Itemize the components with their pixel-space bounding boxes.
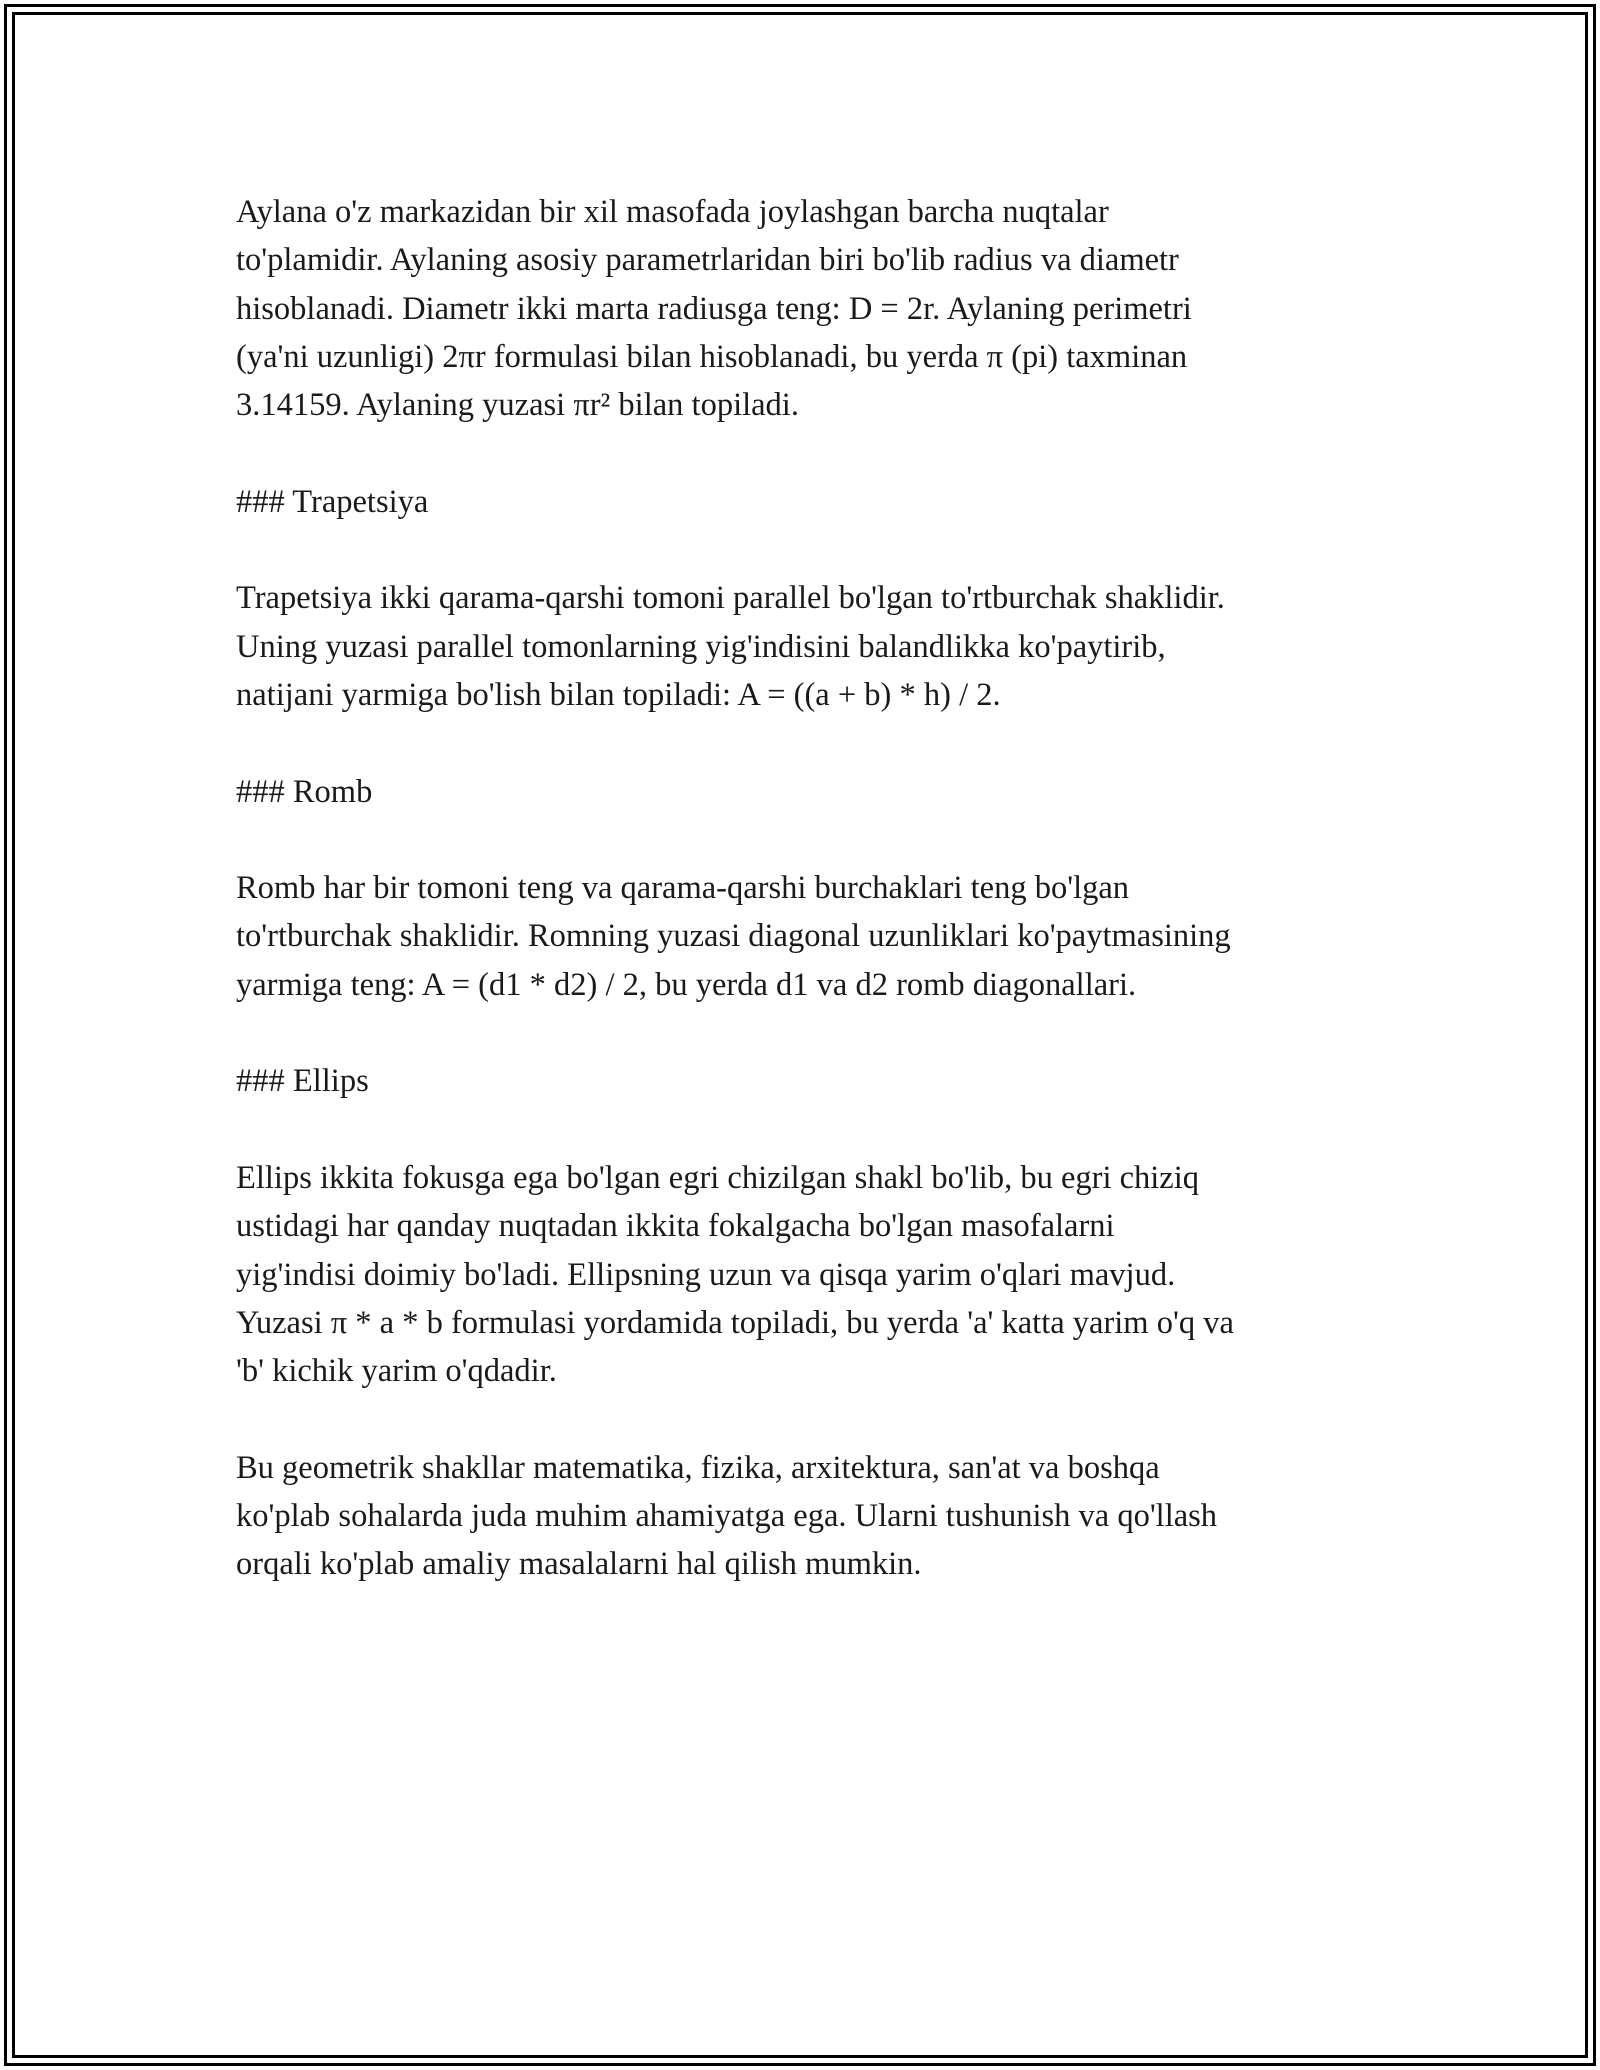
paragraph-ellips	[236, 1154, 1376, 1395]
text-line: to'rtburchak shaklidir. Romning yuzasi diagonal uzunliklari ko'paytmasining	[236, 918, 1231, 955]
text-line: Yuzasi π * a * b formulasi yordamida topiladi, bu yerda 'a' katta yarim o'q va	[236, 1304, 1234, 1341]
text-line: yarmiga teng: A = (d1 * d2) / 2, bu yerda d1 va d2 romb diagonallari.	[236, 966, 1137, 1003]
document-body	[236, 188, 1376, 1637]
text-line: orqali ko'plab amaliy masalalarni hal qilish mumkin.	[236, 1546, 922, 1583]
text-line: natijani yarmiga bo'lish bilan topiladi: A = ((a + b) * h) / 2.	[236, 676, 1001, 713]
text-line: 3.14159. Aylaning yuzasi πr² bilan topiladi.	[236, 387, 799, 424]
paragraph-conclusion	[236, 1444, 1376, 1589]
heading-text: ### Ellips	[236, 1063, 369, 1100]
paragraph-aylana	[236, 188, 1376, 429]
text-line: ustidagi har qanday nuqtadan ikkita fokalgacha bo'lgan masofalarni	[236, 1208, 1115, 1245]
text-line: to'plamidir. Aylaning asosiy parametrlaridan biri bo'lib radius va diametr	[236, 242, 1179, 279]
heading-text: ### Trapetsiya	[236, 483, 429, 520]
text-line: yig'indisi doimiy bo'ladi. Ellipsning uzun va qisqa yarim o'qlari mavjud.	[236, 1256, 1176, 1293]
text-line: ko'plab sohalarda juda muhim ahamiyatga ega. Ularni tushunish va qo'llash	[236, 1498, 1218, 1535]
text-line: Romb har bir tomoni teng va qarama-qarshi burchaklari teng bo'lgan	[236, 870, 1130, 907]
text-line: Bu geometrik shakllar matematika, fizika, arxitektura, san'at va boshqa	[236, 1449, 1160, 1486]
text-line: Ellips ikkita fokusga ega bo'lgan egri chizilgan shakl bo'lib, bu egri chiziq	[236, 1159, 1200, 1196]
paragraph-romb	[236, 864, 1376, 1009]
text-line: Uning yuzasi parallel tomonlarning yig'indisini balandlikka ko'paytirib,	[236, 628, 1166, 665]
text-line: Trapetsiya ikki qarama-qarshi tomoni parallel bo'lgan to'rtburchak shaklidir.	[236, 580, 1225, 617]
heading-trapetsiya	[236, 478, 1376, 526]
paragraph-trapetsiya	[236, 574, 1376, 719]
text-line: (ya'ni uzunligi) 2πr formulasi bilan hisoblanadi, bu yerda π (pi) taxminan	[236, 338, 1188, 375]
heading-ellips	[236, 1057, 1376, 1105]
heading-text: ### Romb	[236, 773, 373, 810]
text-line: hisoblanadi. Diametr ikki marta radiusga teng: D = 2r. Aylaning perimetri	[236, 290, 1192, 327]
text-line: 'b' kichik yarim o'qdadir.	[236, 1353, 557, 1390]
text-line: Aylana o'z markazidan bir xil masofada joylashgan barcha nuqtalar	[236, 194, 1109, 230]
heading-romb	[236, 768, 1376, 816]
